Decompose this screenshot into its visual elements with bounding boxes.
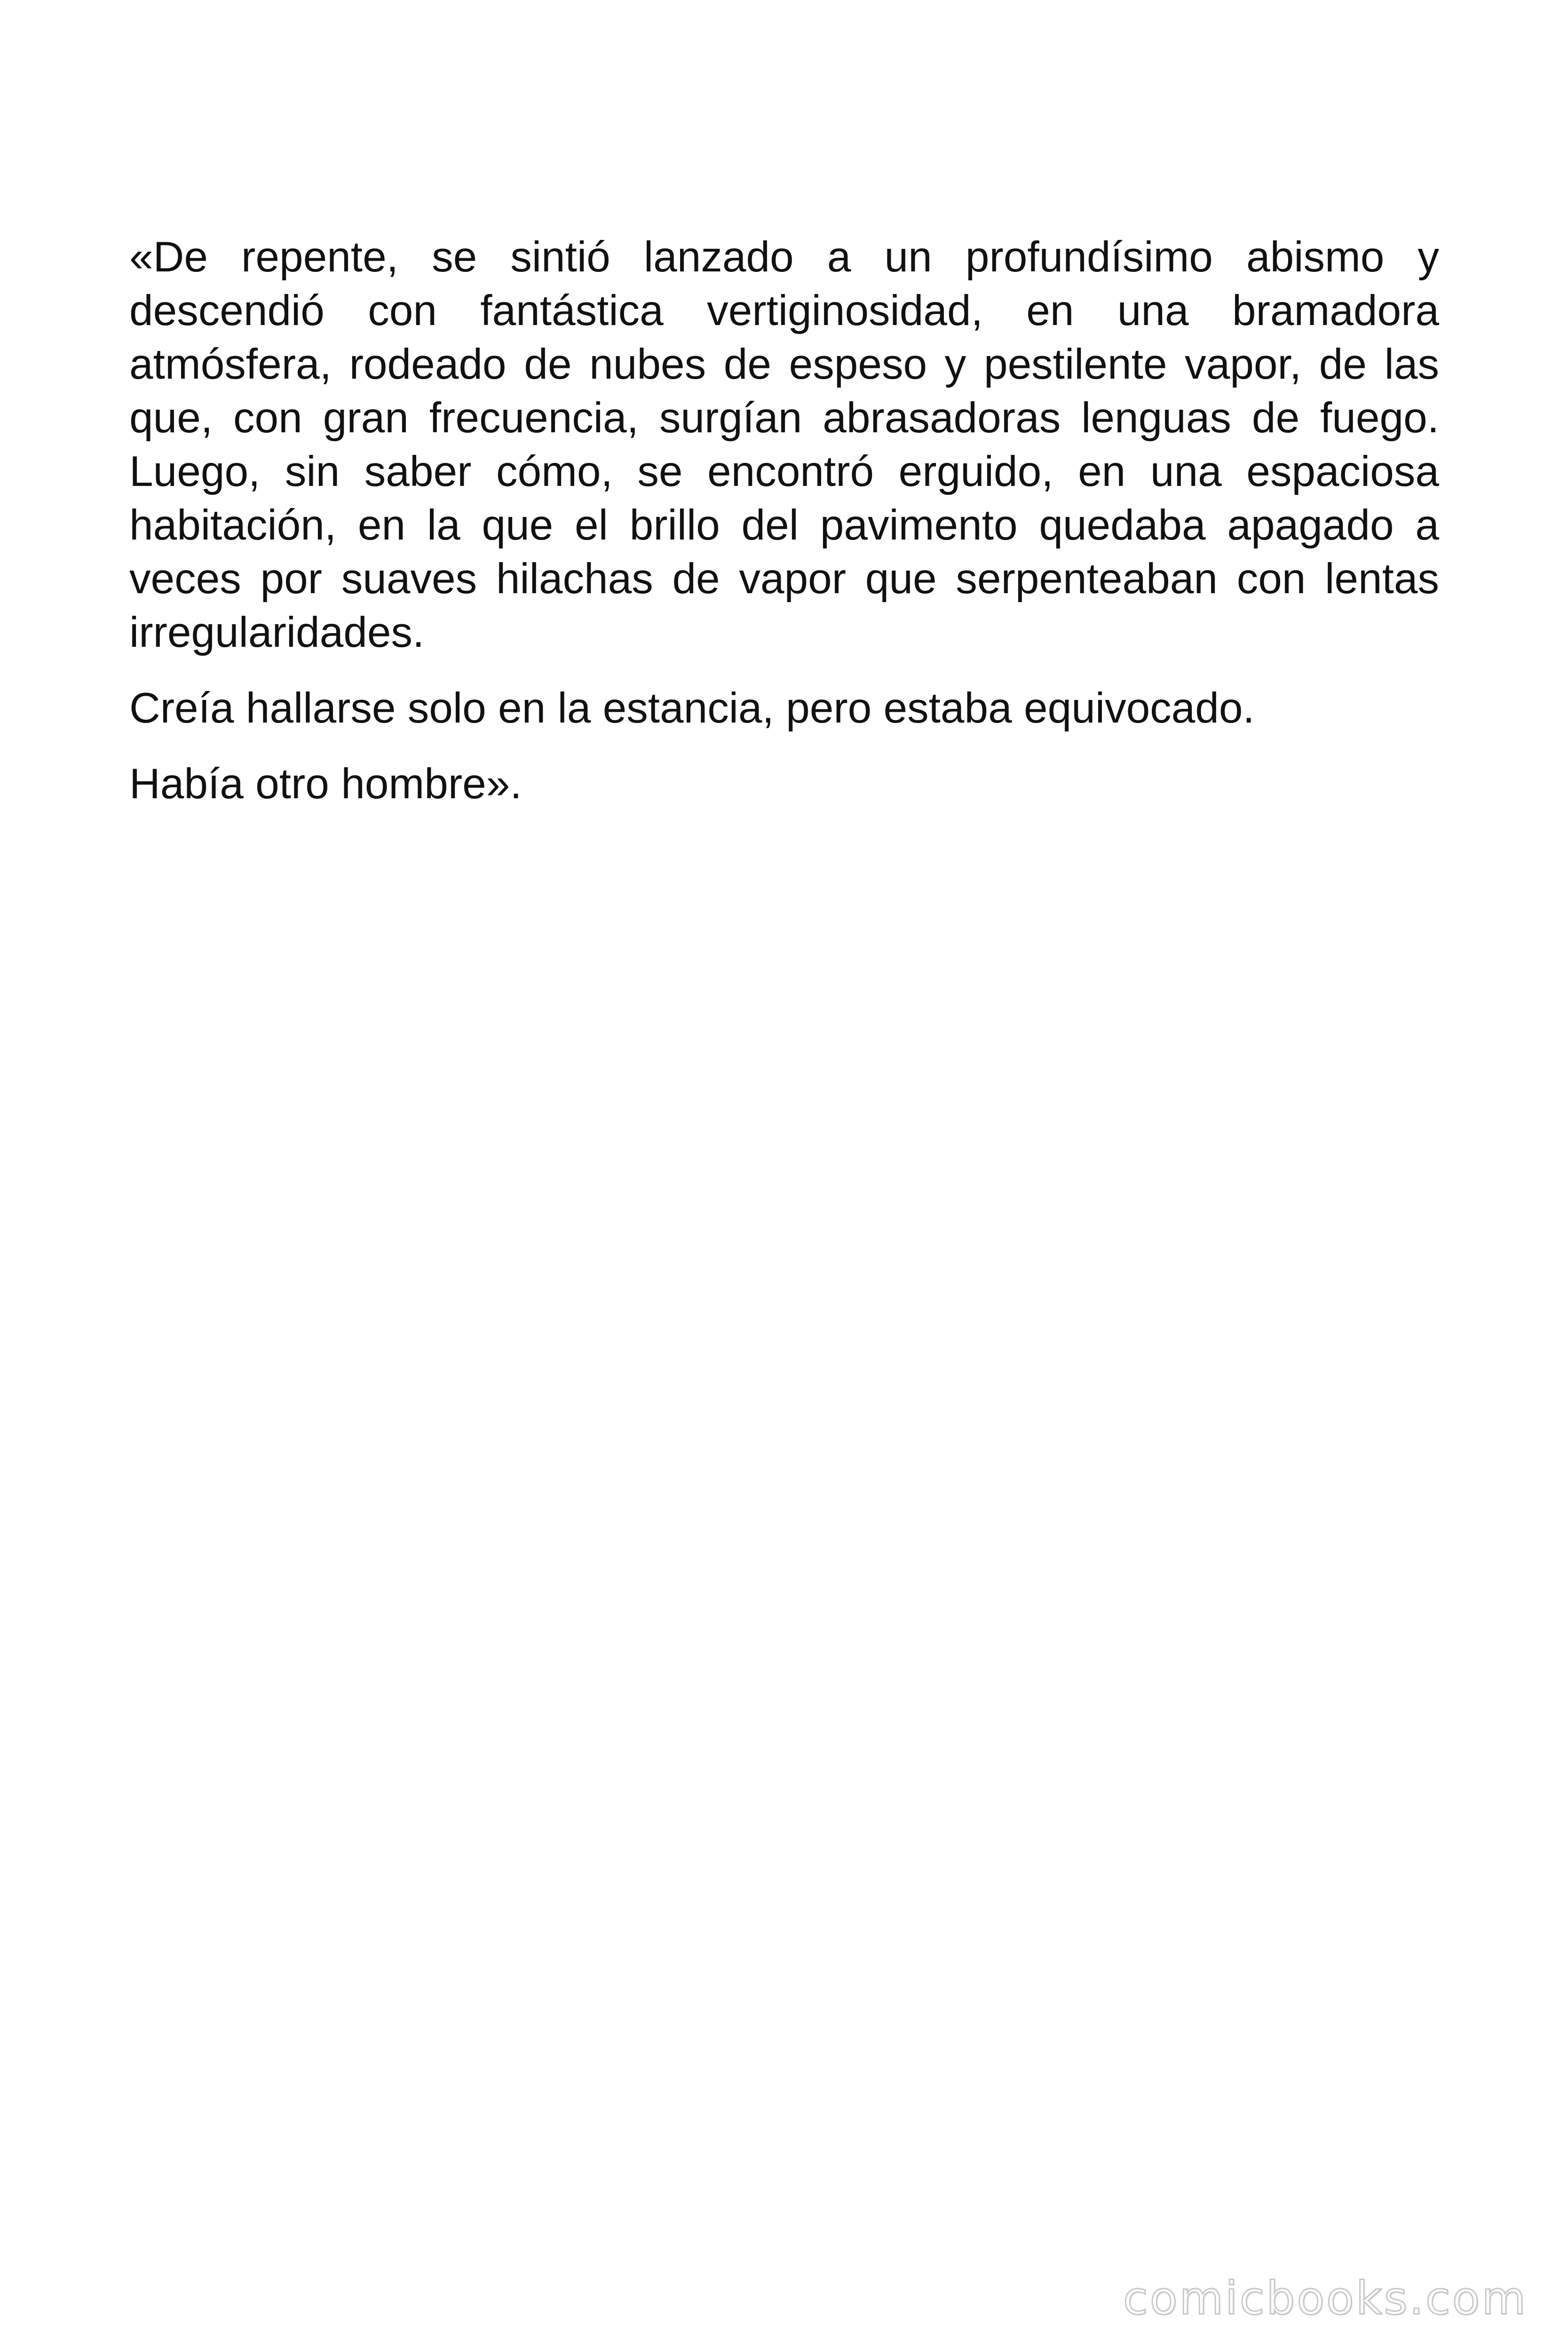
paragraph-1: «De repente, se sintió lanzado a un profundísimo abismo y descendió con fantástica vertiginosidad, en una bramadora atmósfera, rodeado de nubes de espeso y pestilente vapor, de las que, con gran frecuencia, surgían abrasadoras lenguas de fuego. Luego, sin saber cómo, se encontró erguido, en una espaciosa habitación, en la que el brillo del pavimento quedaba apagado a veces por suaves hilachas de vapor que serpenteaban con lentas irregularidades.	[129, 233, 1439, 656]
watermark: comicbooks.com	[1123, 2272, 1528, 2325]
body-text	[129, 230, 1439, 811]
paragraph-2: Creía hallarse solo en la estancia, pero estaba equivocado.	[129, 684, 1255, 732]
paragraph-3: Había otro hombre».	[129, 760, 522, 808]
